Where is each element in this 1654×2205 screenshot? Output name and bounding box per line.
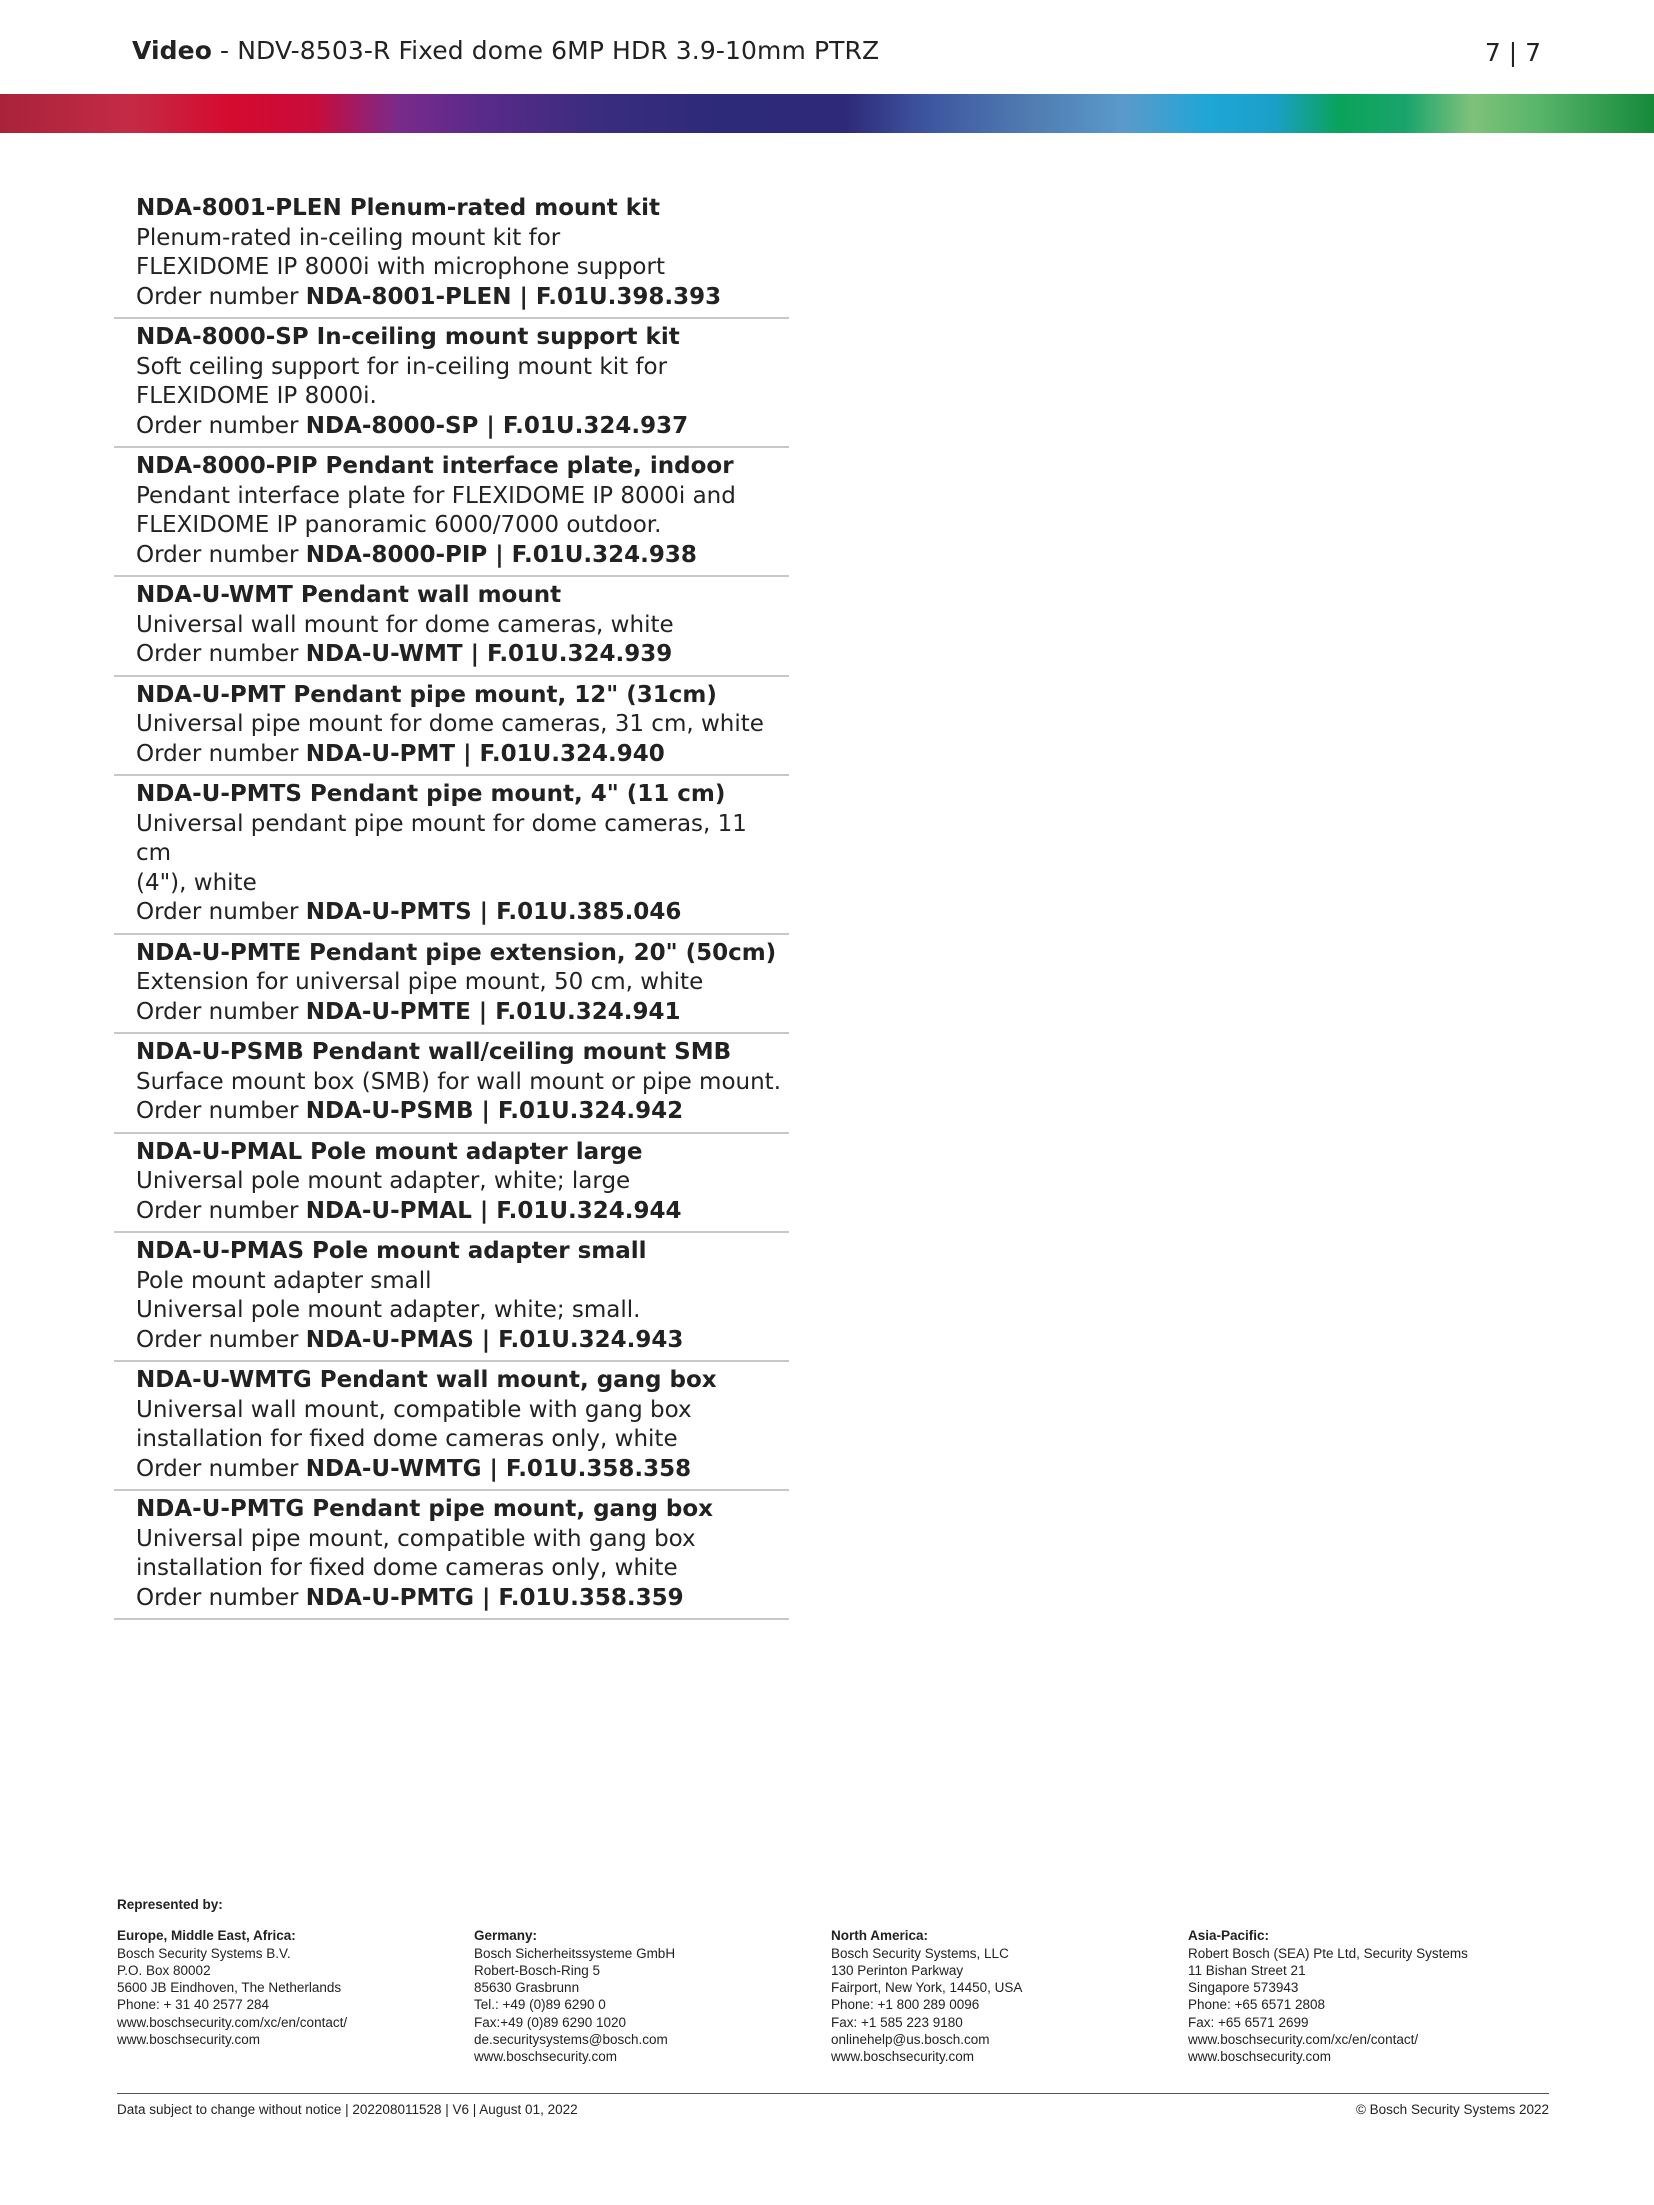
order-number-value: NDA-U-PSMB | F.01U.324.942	[305, 1098, 684, 1124]
region-contact-line: onlinehelp@us.bosch.com	[831, 2032, 990, 2048]
represented-by-label: Represented by:	[117, 1897, 223, 1912]
region-contact-line: www.boschsecurity.com	[474, 2049, 618, 2065]
accessory-item	[114, 1233, 789, 1362]
brand-color-band	[0, 94, 1654, 133]
order-number-value: NDA-8000-PIP | F.01U.324.938	[305, 541, 697, 568]
header-separator: -	[212, 36, 238, 65]
accessory-description: FLEXIDOME IP 8000i.	[136, 383, 377, 409]
order-number-line	[136, 898, 789, 928]
accessory-title: NDA-U-PMTS Pendant pipe mount, 4" (11 cm)	[136, 781, 726, 807]
accessory-description: Universal pole mount adapter, white; small.	[136, 1297, 641, 1323]
order-number-label: Order number	[136, 740, 306, 767]
document-header-title	[132, 36, 879, 65]
accessory-item	[114, 1491, 789, 1620]
accessory-description: Soft ceiling support for in-ceiling mount kit for	[136, 353, 668, 380]
region-heading: Europe, Middle East, Africa:	[117, 1928, 296, 1944]
accessory-description: Pole mount adapter small	[136, 1267, 432, 1294]
region-contact-line: www.boschsecurity.com/xc/en/contact/	[117, 2014, 348, 2030]
accessory-description: Surface mount box (SMB) for wall mount or pipe mount.	[136, 1068, 781, 1095]
accessory-description: FLEXIDOME IP panoramic 6000/7000 outdoor.	[136, 512, 662, 538]
region-contact-line: Robert-Bosch-Ring 5	[474, 1962, 601, 1978]
region-contact-line: 11 Bishan Street 21	[1188, 1962, 1306, 1978]
accessory-item	[114, 1134, 789, 1234]
order-number-line	[136, 412, 789, 442]
accessory-title: NDA-U-WMT Pendant wall mount	[136, 582, 562, 608]
order-number-value: NDA-U-PMTG | F.01U.358.359	[305, 1584, 684, 1611]
region-contact-line: 85630 Grasbrunn	[474, 1980, 580, 1996]
accessory-title: NDA-U-WMTG Pendant wall mount, gang box	[136, 1367, 717, 1393]
region-heading: Germany:	[474, 1928, 538, 1944]
page-number: 7 | 7	[1484, 38, 1541, 67]
region-heading: Asia-Pacific:	[1188, 1928, 1270, 1944]
region-contact-line: www.boschsecurity.com/xc/en/contact/	[1188, 2032, 1419, 2048]
accessory-description: installation for fixed dome cameras only, white	[136, 1555, 678, 1581]
accessory-description: Pendant interface plate for FLEXIDOME IP 8000i and	[136, 482, 736, 509]
region-contact-line: Bosch Security Systems B.V.	[117, 1945, 291, 1961]
order-number-label: Order number	[136, 541, 306, 568]
accessory-title: NDA-8001-PLEN Plenum-rated mount kit	[136, 195, 660, 221]
order-number-value: NDA-U-WMT | F.01U.324.939	[305, 641, 673, 667]
region-contact-line: Phone: + 31 40 2577 284	[117, 1997, 270, 2013]
region-contact	[474, 1927, 831, 2065]
region-contact-line: Fax:+49 (0)89 6290 1020	[474, 2014, 626, 2030]
order-number-label: Order number	[136, 998, 306, 1025]
order-number-value: NDA-8000-SP | F.01U.324.937	[305, 412, 689, 439]
order-number-line	[136, 1097, 789, 1127]
region-contact-line: Fax: +1 585 223 9180	[831, 2014, 963, 2030]
order-number-line	[136, 283, 789, 313]
region-contact-line: www.boschsecurity.com	[117, 2032, 261, 2048]
region-contact-line: Fairport, New York, 14450, USA	[831, 1980, 1023, 1996]
region-contact-line: 5600 JB Eindhoven, The Netherlands	[117, 1980, 342, 1996]
region-contact-line: www.boschsecurity.com	[1188, 2049, 1332, 2065]
order-number-label: Order number	[136, 1326, 306, 1353]
accessory-item	[114, 1034, 789, 1134]
region-contact-line: de.securitysystems@bosch.com	[474, 2032, 668, 2048]
order-number-line	[136, 640, 789, 670]
footer-contacts	[117, 1896, 1549, 2066]
order-number-line	[136, 541, 789, 571]
region-contact-line: Phone: +65 6571 2808	[1188, 1997, 1326, 2013]
region-contact-line: 130 Perinton Parkway	[831, 1962, 964, 1978]
accessory-title: NDA-8000-PIP Pendant interface plate, indoor	[136, 453, 734, 479]
order-number-line	[136, 740, 789, 770]
order-number-value: NDA-U-PMTE | F.01U.324.941	[305, 998, 681, 1025]
region-contact	[117, 1927, 474, 2065]
accessory-description: Universal pipe mount for dome cameras, 31 cm, white	[136, 711, 764, 737]
accessory-item	[114, 935, 789, 1035]
region-contact-line: Tel.: +49 (0)89 6290 0	[474, 1997, 606, 2013]
accessory-item	[114, 776, 789, 935]
region-contact-line: Phone: +1 800 289 0096	[831, 1997, 980, 2013]
region-contact	[1188, 1927, 1545, 2065]
order-number-line	[136, 998, 789, 1028]
region-contact	[831, 1927, 1188, 2065]
accessory-description: Universal pipe mount, compatible with gang box	[136, 1525, 696, 1552]
region-contact-line: Singapore 573943	[1188, 1980, 1299, 1996]
accessory-description: installation for fixed dome cameras only, white	[136, 1426, 678, 1452]
order-number-label: Order number	[136, 1197, 306, 1224]
accessory-title: NDA-U-PMAL Pole mount adapter large	[136, 1138, 643, 1165]
accessory-description: Universal pole mount adapter, white; large	[136, 1168, 631, 1194]
accessory-title: NDA-U-PSMB Pendant wall/ceiling mount SMB	[136, 1039, 732, 1065]
order-number-line	[136, 1455, 789, 1485]
footer-copyright: © Bosch Security Systems 2022	[1355, 2102, 1549, 2117]
region-heading: North America:	[831, 1928, 929, 1944]
order-number-value: NDA-8001-PLEN | F.01U.398.393	[305, 283, 722, 310]
accessory-description: (4"), white	[136, 869, 257, 896]
order-number-value: NDA-U-PMAS | F.01U.324.943	[305, 1326, 684, 1353]
order-number-value: NDA-U-WMTG | F.01U.358.358	[305, 1455, 692, 1482]
order-number-line	[136, 1326, 789, 1356]
accessory-description: Universal pendant pipe mount for dome cameras, 11 cm	[136, 810, 747, 866]
order-number-label: Order number	[136, 283, 306, 310]
accessory-title: NDA-8000-SP In-ceiling mount support kit	[136, 324, 680, 350]
accessory-item	[114, 319, 789, 448]
accessory-title: NDA-U-PMT Pendant pipe mount, 12" (31cm)	[136, 681, 717, 708]
accessory-description: Universal wall mount, compatible with gang box	[136, 1396, 692, 1423]
region-contact-line: P.O. Box 80002	[117, 1962, 211, 1978]
header-product: NDV-8503-R Fixed dome 6MP HDR 3.9-10mm PTRZ	[237, 36, 880, 65]
order-number-value: NDA-U-PMT | F.01U.324.940	[305, 740, 665, 767]
region-contact-line: Bosch Sicherheitssysteme GmbH	[474, 1945, 676, 1961]
header-category: Video	[132, 36, 213, 65]
region-contact-line: Fax: +65 6571 2699	[1188, 2014, 1309, 2030]
region-contact-line: www.boschsecurity.com	[831, 2049, 975, 2065]
accessory-title: NDA-U-PMAS Pole mount adapter small	[136, 1238, 647, 1264]
region-contact-line: Bosch Security Systems, LLC	[831, 1945, 1009, 1961]
order-number-value: NDA-U-PMAL | F.01U.324.944	[305, 1197, 682, 1224]
order-number-line	[136, 1197, 789, 1227]
order-number-label: Order number	[136, 412, 306, 439]
accessory-description: Extension for universal pipe mount, 50 cm, white	[136, 969, 704, 995]
accessory-item	[114, 448, 789, 577]
region-columns	[117, 1927, 1549, 2065]
accessory-item	[114, 190, 789, 319]
accessory-title: NDA-U-PMTE Pendant pipe extension, 20" (50cm)	[136, 939, 777, 966]
order-number-line	[136, 1584, 789, 1614]
region-contact-line: Robert Bosch (SEA) Pte Ltd, Security Systems	[1188, 1945, 1468, 1961]
accessory-item	[114, 677, 789, 777]
accessory-description: Plenum-rated in-ceiling mount kit for	[136, 224, 561, 251]
order-number-label: Order number	[136, 1584, 306, 1611]
order-number-label: Order number	[136, 641, 306, 667]
accessory-description: Universal wall mount for dome cameras, white	[136, 611, 674, 638]
order-number-label: Order number	[136, 1455, 306, 1482]
accessory-item	[114, 577, 789, 677]
accessory-item	[114, 1362, 789, 1491]
order-number-value: NDA-U-PMTS | F.01U.385.046	[305, 899, 682, 925]
footer-divider	[117, 2093, 1549, 2094]
accessory-description: FLEXIDOME IP 8000i with microphone support	[136, 254, 665, 280]
order-number-label: Order number	[136, 899, 306, 925]
accessory-list	[114, 190, 789, 1620]
order-number-label: Order number	[136, 1098, 306, 1124]
accessory-title: NDA-U-PMTG Pendant pipe mount, gang box	[136, 1496, 714, 1522]
footer-notice: Data subject to change without notice | 202208011528 | V6 | August 01, 2022	[117, 2102, 578, 2117]
